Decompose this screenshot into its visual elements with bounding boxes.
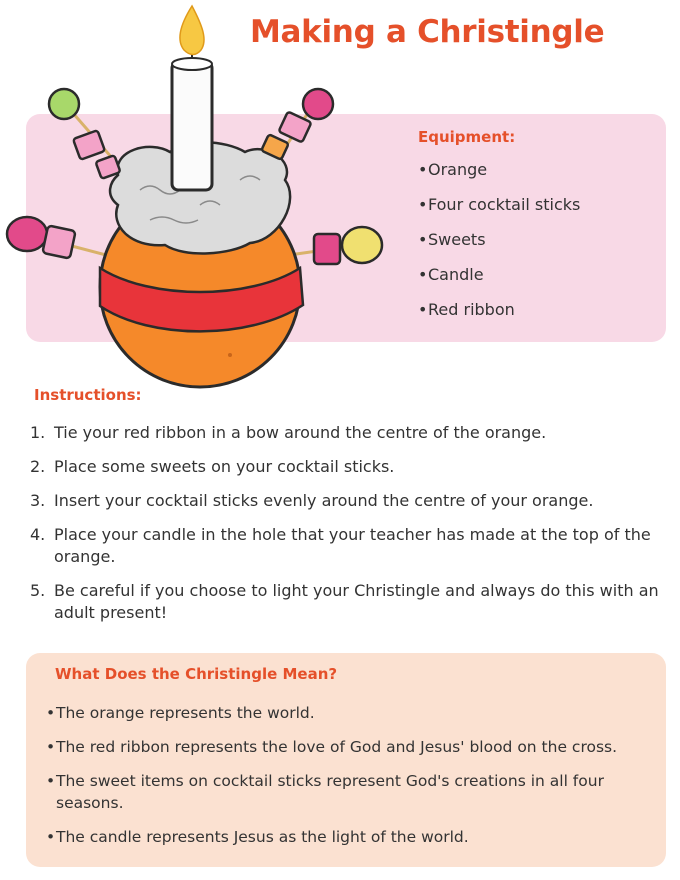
meaning-item: • The orange represents the world. xyxy=(46,704,315,722)
instruction-step: 3. Insert your cocktail sticks evenly around the centre of your orange. xyxy=(30,491,594,510)
meaning-heading: What Does the Christingle Mean? xyxy=(55,665,338,683)
equipment-list xyxy=(418,160,580,335)
instructions-heading: Instructions: xyxy=(34,386,142,404)
sweets-top-left-icon xyxy=(49,89,120,179)
bullet-icon: • xyxy=(46,704,56,722)
instruction-step: 1. Tie your red ribbon in a bow around the centre of the orange. xyxy=(30,423,547,442)
bullet-icon: • xyxy=(46,828,56,846)
equipment-item: •Candle xyxy=(418,265,484,284)
bullet-icon: • xyxy=(418,300,428,319)
bullet-icon: • xyxy=(418,230,428,249)
bullet-icon: • xyxy=(46,772,56,790)
equipment-item: •Four cocktail sticks xyxy=(418,195,581,214)
equipment-item: •Red ribbon xyxy=(418,300,515,319)
meaning-item: • The red ribbon represents the love of God and Jesus' blood on the cross. xyxy=(46,738,618,756)
equipment-item: •Orange xyxy=(418,160,488,179)
bullet-icon: • xyxy=(418,265,428,284)
sweets-left-icon xyxy=(7,217,76,259)
page-title: Making a Christingle xyxy=(250,14,605,50)
equipment-item: •Sweets xyxy=(418,230,486,249)
bullet-icon: • xyxy=(418,160,428,179)
christingle-illustration xyxy=(0,0,400,400)
candle-icon xyxy=(172,6,212,190)
instruction-step: 4. Place your candle in the hole that your teacher has made at the top of the orange. xyxy=(30,525,651,566)
flame-icon xyxy=(180,6,204,55)
meaning-item: • The sweet items on cocktail sticks represent God's creations in all four seasons. xyxy=(46,772,604,812)
equipment-heading: Equipment: xyxy=(418,128,516,146)
instruction-step: 2. Place some sweets on your cocktail sticks. xyxy=(30,457,395,476)
bullet-icon: • xyxy=(46,738,56,756)
sweets-right-icon xyxy=(314,227,382,264)
meaning-list xyxy=(46,702,656,860)
bullet-icon: • xyxy=(418,195,428,214)
sweets-top-right-icon xyxy=(261,89,333,160)
instruction-step: 5. Be careful if you choose to light your Christingle and always do this with an adult present! xyxy=(30,581,659,622)
instructions-list xyxy=(30,422,670,636)
meaning-item: • The candle represents Jesus as the light of the world. xyxy=(46,828,469,846)
